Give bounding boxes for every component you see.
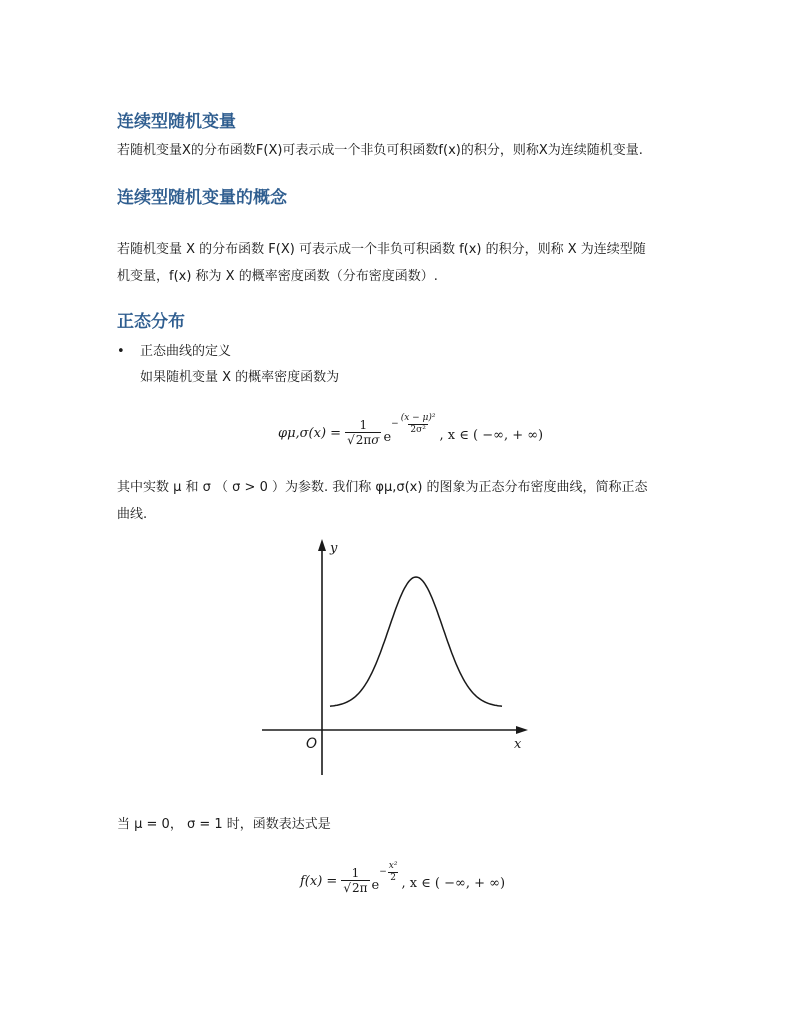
exponent-minus: − bbox=[391, 419, 399, 429]
fraction-numerator: 1 bbox=[359, 418, 368, 432]
formula-domain: , x ∈ ( −∞, + ∞) bbox=[439, 427, 544, 443]
formula2-lhs: f(x) = bbox=[300, 873, 338, 889]
formula2-exponent-minus: − bbox=[379, 867, 387, 877]
section-heading-continuous-random-variable: 连续型随机变量 bbox=[117, 112, 236, 132]
formula2-exponent-fraction bbox=[387, 861, 400, 884]
formula2-exponent-denominator: 2 bbox=[390, 872, 396, 883]
formula-lhs: φμ,σ(x) = bbox=[278, 425, 342, 441]
bullet-text-normal-curve-definition: 正态曲线的定义 bbox=[140, 344, 232, 359]
concept-paragraph-line1: 若随机变量 X 的分布函数 F(X) 可表示成一个非负可积函数 f(x) 的积分，则称 X 为连续型随 bbox=[117, 242, 646, 257]
parameters-paragraph-line1: 其中实数 μ 和 σ （ σ > 0 ）为参数. 我们称 φμ,σ(x) 的图象为正态分布密度曲线，简称正态 bbox=[117, 480, 648, 495]
standard-normal-formula bbox=[300, 860, 506, 896]
normal-curve-graph bbox=[258, 535, 538, 785]
x-axis-arrow bbox=[516, 726, 528, 734]
bullet-marker: • bbox=[117, 344, 125, 359]
special-case-text: 当 μ = 0， σ = 1 时，函数表达式是 bbox=[117, 817, 331, 832]
exponent-fraction bbox=[399, 413, 438, 436]
formula2-fraction bbox=[341, 866, 369, 896]
y-axis-label: y bbox=[330, 541, 338, 556]
parameters-paragraph-line2: 曲线. bbox=[117, 507, 148, 522]
formula2-sqrt-content: 2π bbox=[351, 881, 368, 895]
exponent-numerator: (x − μ)² bbox=[400, 412, 436, 423]
denominator-sigma: σ bbox=[371, 433, 380, 447]
x-axis-label: x bbox=[514, 737, 522, 752]
exponential-base: e bbox=[383, 429, 392, 445]
formula2-denominator: √2π bbox=[343, 881, 368, 895]
exponent-denominator: 2σ² bbox=[410, 424, 426, 435]
exponent bbox=[391, 413, 437, 436]
normal-density-formula bbox=[278, 412, 544, 448]
density-intro-text: 如果随机变量 X 的概率密度函数为 bbox=[140, 370, 340, 385]
fraction-denominator: √2πσ bbox=[347, 433, 380, 447]
formula2-domain: , x ∈ ( −∞, + ∞) bbox=[401, 875, 506, 891]
section-heading-normal-distribution: 正态分布 bbox=[117, 312, 185, 332]
section-heading-concept: 连续型随机变量的概念 bbox=[117, 188, 287, 208]
formula-fraction bbox=[345, 418, 381, 448]
y-axis-arrow bbox=[318, 539, 326, 551]
concept-paragraph-line2: 机变量，f(x) 称为 X 的概率密度函数（分布密度函数）. bbox=[117, 269, 438, 284]
formula2-exponential-base: e bbox=[371, 877, 380, 893]
sqrt-content: 2π bbox=[355, 433, 372, 447]
normal-curve bbox=[330, 577, 502, 706]
origin-label: O bbox=[306, 736, 318, 752]
formula2-exponent bbox=[379, 861, 399, 884]
formula2-numerator: 1 bbox=[351, 866, 360, 880]
definition-paragraph: 若随机变量X的分布函数F(X)可表示成一个非负可积函数f(x)的积分，则称X为连续随机变量. bbox=[117, 143, 643, 158]
formula2-exponent-numerator: x² bbox=[388, 860, 398, 871]
